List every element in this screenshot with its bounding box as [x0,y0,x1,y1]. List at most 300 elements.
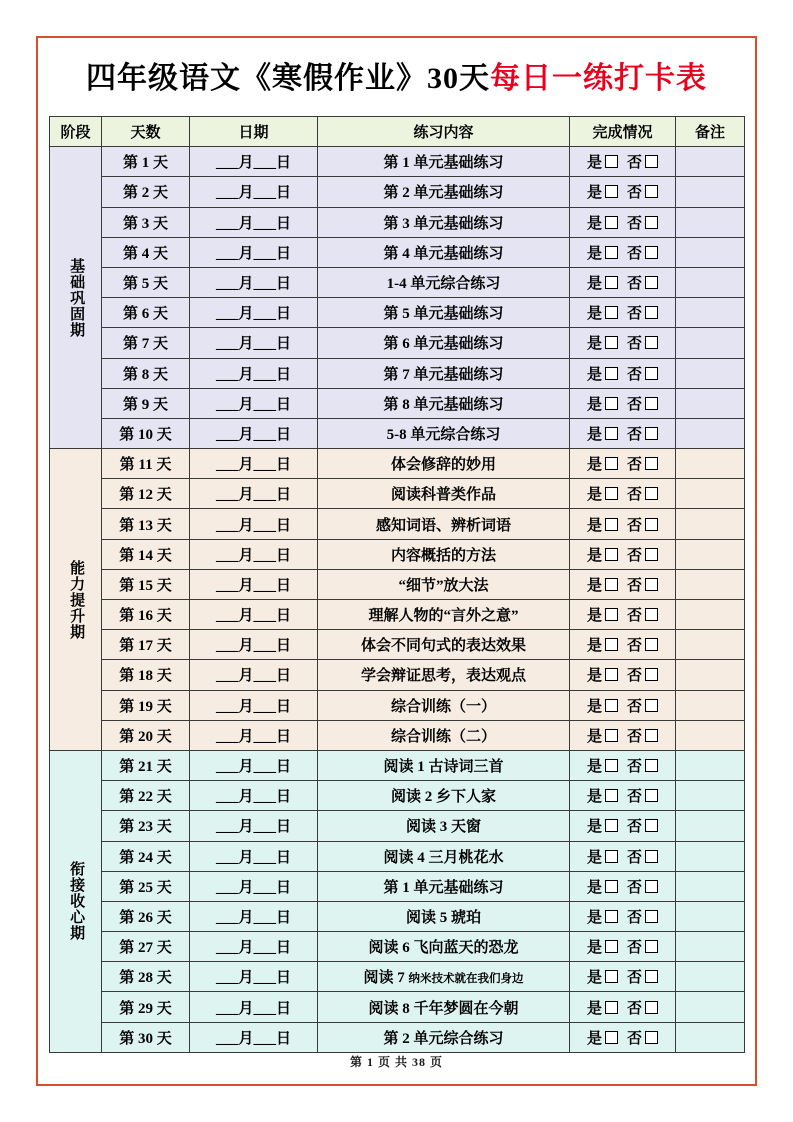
day-cell: 第 19 天 [102,690,190,720]
task-cell: 综合训练（一） [318,690,570,720]
stage-label [50,750,102,1052]
task-cell: 内容概括的方法 [318,539,570,569]
col-day: 天数 [102,117,190,147]
note-cell[interactable] [676,237,745,267]
no-label: 否 [627,517,644,534]
date-field[interactable]: ___月___日 [190,147,318,177]
note-cell[interactable] [676,600,745,630]
yes-checkbox[interactable] [605,336,618,349]
yes-label: 是 [586,547,603,564]
completion-cell[interactable] [570,237,676,267]
task-cell: 综合训练（二） [318,720,570,750]
table-row [50,811,745,841]
table-row [50,690,745,720]
date-field[interactable]: ___月___日 [190,207,318,237]
no-checkbox[interactable] [645,367,658,380]
completion-cell[interactable] [570,750,676,780]
day-cell: 第 2 天 [102,177,190,207]
no-label: 否 [627,396,644,413]
yes-label: 是 [586,970,603,987]
yes-label: 是 [586,426,603,443]
table-row [50,901,745,931]
task-cell: 第 5 单元基础练习 [318,298,570,328]
date-field[interactable]: ___月___日 [190,509,318,539]
day-cell: 第 25 天 [102,871,190,901]
yes-checkbox[interactable] [605,578,618,591]
note-cell[interactable] [676,781,745,811]
col-stage: 阶段 [50,117,102,147]
no-label: 否 [627,1000,644,1017]
no-checkbox[interactable] [645,427,658,440]
completion-cell[interactable] [570,901,676,931]
yes-label: 是 [586,879,603,896]
completion-cell[interactable] [570,298,676,328]
no-label: 否 [627,215,644,232]
completion-cell[interactable] [570,932,676,962]
date-field[interactable]: ___月___日 [190,660,318,690]
yes-label: 是 [586,517,603,534]
completion-cell[interactable] [570,600,676,630]
stage-text: 能力提升期 [68,559,85,640]
day-cell: 第 15 天 [102,569,190,599]
task-cell: 第 1 单元基础练习 [318,147,570,177]
yes-checkbox[interactable] [605,276,618,289]
note-cell[interactable] [676,660,745,690]
no-label: 否 [627,668,644,685]
note-cell[interactable] [676,1022,745,1052]
completion-cell[interactable] [570,811,676,841]
task-cell: 阅读 7 纳米技术就在我们身边 [318,962,570,992]
completion-cell[interactable] [570,449,676,479]
table-row [50,720,745,750]
completion-cell[interactable] [570,418,676,448]
page-footer: 第 1 页 共 38 页 [349,1055,443,1069]
table-row [50,177,745,207]
yes-checkbox[interactable] [605,819,618,832]
yes-checkbox[interactable] [605,608,618,621]
yes-label: 是 [586,336,603,353]
checkin-table [49,116,745,1053]
no-checkbox[interactable] [645,608,658,621]
date-field[interactable]: ___月___日 [190,328,318,358]
yes-checkbox[interactable] [605,1031,618,1044]
note-cell[interactable] [676,992,745,1022]
day-cell: 第 24 天 [102,841,190,871]
task-cell: 5-8 单元综合练习 [318,418,570,448]
no-label: 否 [627,577,644,594]
task-cell: 第 3 单元基础练习 [318,207,570,237]
stage-text: 基础巩固期 [68,257,85,338]
yes-checkbox[interactable] [605,216,618,229]
yes-checkbox[interactable] [605,397,618,410]
table-row [50,750,745,780]
yes-label: 是 [586,306,603,323]
completion-cell[interactable] [570,207,676,237]
day-cell: 第 28 天 [102,962,190,992]
yes-label: 是 [586,396,603,413]
yes-label: 是 [586,487,603,504]
note-cell[interactable] [676,388,745,418]
note-cell[interactable] [676,449,745,479]
yes-label: 是 [586,940,603,957]
task-cell: 第 2 单元基础练习 [318,177,570,207]
yes-checkbox[interactable] [605,940,618,953]
title-plain: 四年级语文《寒假作业》30天 [86,62,490,95]
yes-label: 是 [586,728,603,745]
note-cell[interactable] [676,358,745,388]
table-row [50,449,745,479]
yes-label: 是 [586,245,603,262]
date-field[interactable]: ___月___日 [190,449,318,479]
yes-label: 是 [586,789,603,806]
completion-cell[interactable] [570,177,676,207]
note-cell[interactable] [676,207,745,237]
stage-text: 衔接收心期 [68,861,85,942]
no-checkbox[interactable] [645,336,658,349]
date-field[interactable]: ___月___日 [190,720,318,750]
no-label: 否 [627,698,644,715]
table-row [50,932,745,962]
note-cell[interactable] [676,630,745,660]
yes-checkbox[interactable] [605,1001,618,1014]
yes-checkbox[interactable] [605,246,618,259]
yes-checkbox[interactable] [605,699,618,712]
no-checkbox[interactable] [645,699,658,712]
yes-label: 是 [586,849,603,866]
completion-cell[interactable] [570,569,676,599]
completion-cell[interactable] [570,388,676,418]
no-checkbox[interactable] [645,457,658,470]
task-cell: 体会修辞的妙用 [318,449,570,479]
completion-cell[interactable] [570,781,676,811]
yes-checkbox[interactable] [605,367,618,380]
task-cell: 第 7 单元基础练习 [318,358,570,388]
day-cell: 第 17 天 [102,630,190,660]
task-cell: 学会辩证思考，表达观点 [318,660,570,690]
no-label: 否 [627,759,644,776]
yes-label: 是 [586,819,603,836]
no-checkbox[interactable] [645,789,658,802]
no-checkbox[interactable] [645,578,658,591]
completion-cell[interactable] [570,871,676,901]
day-cell: 第 27 天 [102,932,190,962]
day-cell: 第 30 天 [102,1022,190,1052]
no-label: 否 [627,306,644,323]
note-cell[interactable] [676,690,745,720]
note-cell[interactable] [676,871,745,901]
date-field[interactable]: ___月___日 [190,871,318,901]
title-highlight: 每日一练打卡表 [490,62,707,95]
date-field[interactable]: ___月___日 [190,690,318,720]
yes-label: 是 [586,155,603,172]
completion-cell[interactable] [570,630,676,660]
table-row [50,237,745,267]
yes-checkbox[interactable] [605,518,618,531]
col-task: 练习内容 [318,117,570,147]
yes-label: 是 [586,276,603,293]
completion-cell[interactable] [570,267,676,297]
date-field[interactable]: ___月___日 [190,177,318,207]
date-field[interactable]: ___月___日 [190,600,318,630]
no-label: 否 [627,426,644,443]
note-cell[interactable] [676,267,745,297]
date-field[interactable]: ___月___日 [190,901,318,931]
day-cell: 第 26 天 [102,901,190,931]
table-row [50,358,745,388]
day-cell: 第 6 天 [102,298,190,328]
date-field[interactable]: ___月___日 [190,750,318,780]
date-field[interactable]: ___月___日 [190,992,318,1022]
yes-checkbox[interactable] [605,427,618,440]
day-cell: 第 12 天 [102,479,190,509]
task-cell: 阅读 4 三月桃花水 [318,841,570,871]
col-done: 完成情况 [570,117,676,147]
day-cell: 第 8 天 [102,358,190,388]
date-field[interactable]: ___月___日 [190,781,318,811]
completion-cell[interactable] [570,660,676,690]
yes-checkbox[interactable] [605,638,618,651]
yes-checkbox[interactable] [605,910,618,923]
table-row [50,992,745,1022]
note-cell[interactable] [676,147,745,177]
no-checkbox[interactable] [645,638,658,651]
date-field[interactable]: ___月___日 [190,1022,318,1052]
no-checkbox[interactable] [645,668,658,681]
no-label: 否 [627,155,644,172]
yes-checkbox[interactable] [605,457,618,470]
no-label: 否 [627,638,644,655]
table-row [50,147,745,177]
yes-checkbox[interactable] [605,548,618,561]
day-cell: 第 10 天 [102,418,190,448]
stage-label [50,449,102,751]
day-cell: 第 4 天 [102,237,190,267]
no-checkbox[interactable] [645,940,658,953]
table-row [50,267,745,297]
table-row [50,418,745,448]
no-checkbox[interactable] [645,819,658,832]
date-field[interactable]: ___月___日 [190,630,318,660]
no-label: 否 [627,185,644,202]
yes-checkbox[interactable] [605,668,618,681]
completion-cell[interactable] [570,962,676,992]
task-cell: 阅读科普类作品 [318,479,570,509]
no-checkbox[interactable] [645,155,658,168]
no-label: 否 [627,457,644,474]
date-field[interactable]: ___月___日 [190,539,318,569]
no-checkbox[interactable] [645,487,658,500]
no-checkbox[interactable] [645,306,658,319]
completion-cell[interactable] [570,720,676,750]
completion-cell[interactable] [570,509,676,539]
yes-label: 是 [586,215,603,232]
no-checkbox[interactable] [645,850,658,863]
yes-checkbox[interactable] [605,155,618,168]
table-row [50,328,745,358]
no-checkbox[interactable] [645,1031,658,1044]
date-field[interactable]: ___月___日 [190,388,318,418]
day-cell: 第 22 天 [102,781,190,811]
date-field[interactable]: ___月___日 [190,811,318,841]
yes-label: 是 [586,608,603,625]
header-row [50,117,745,147]
task-cell: 体会不同句式的表达效果 [318,630,570,660]
no-label: 否 [627,1030,644,1047]
completion-cell[interactable] [570,690,676,720]
note-cell[interactable] [676,539,745,569]
note-cell[interactable] [676,177,745,207]
no-label: 否 [627,366,644,383]
no-label: 否 [627,849,644,866]
no-label: 否 [627,970,644,987]
day-cell: 第 9 天 [102,388,190,418]
no-label: 否 [627,909,644,926]
yes-label: 是 [586,638,603,655]
day-cell: 第 14 天 [102,539,190,569]
yes-label: 是 [586,366,603,383]
no-label: 否 [627,245,644,262]
no-checkbox[interactable] [645,397,658,410]
no-checkbox[interactable] [645,1001,658,1014]
no-checkbox[interactable] [645,276,658,289]
note-cell[interactable] [676,720,745,750]
yes-label: 是 [586,577,603,594]
yes-label: 是 [586,909,603,926]
completion-cell[interactable] [570,539,676,569]
no-label: 否 [627,608,644,625]
table-header [50,117,745,147]
day-cell: 第 11 天 [102,449,190,479]
yes-label: 是 [586,457,603,474]
task-cell: 1-4 单元综合练习 [318,267,570,297]
table-row [50,871,745,901]
no-checkbox[interactable] [645,729,658,742]
date-field[interactable]: ___月___日 [190,358,318,388]
task-cell: 阅读 8 千年梦圆在今朝 [318,992,570,1022]
no-checkbox[interactable] [645,185,658,198]
table-row [50,298,745,328]
no-checkbox[interactable] [645,880,658,893]
date-field[interactable]: ___月___日 [190,932,318,962]
date-field[interactable]: ___月___日 [190,237,318,267]
task-cell: 第 2 单元综合练习 [318,1022,570,1052]
task-cell: 阅读 5 琥珀 [318,901,570,931]
day-cell: 第 18 天 [102,660,190,690]
no-label: 否 [627,879,644,896]
table-row [50,660,745,690]
note-cell[interactable] [676,328,745,358]
note-cell[interactable] [676,962,745,992]
note-cell[interactable] [676,932,745,962]
note-cell[interactable] [676,569,745,599]
note-cell[interactable] [676,509,745,539]
date-field[interactable]: ___月___日 [190,479,318,509]
no-label: 否 [627,728,644,745]
yes-label: 是 [586,759,603,776]
yes-checkbox[interactable] [605,850,618,863]
yes-checkbox[interactable] [605,880,618,893]
no-checkbox[interactable] [645,518,658,531]
completion-cell[interactable] [570,147,676,177]
completion-cell[interactable] [570,992,676,1022]
date-field[interactable]: ___月___日 [190,962,318,992]
yes-label: 是 [586,1030,603,1047]
yes-checkbox[interactable] [605,306,618,319]
col-note: 备注 [676,117,745,147]
day-cell: 第 13 天 [102,509,190,539]
yes-label: 是 [586,698,603,715]
completion-cell[interactable] [570,328,676,358]
day-cell: 第 3 天 [102,207,190,237]
date-field[interactable]: ___月___日 [190,841,318,871]
yes-checkbox[interactable] [605,185,618,198]
table-row [50,962,745,992]
yes-checkbox[interactable] [605,970,618,983]
task-cell: 第 6 单元基础练习 [318,328,570,358]
date-field[interactable]: ___月___日 [190,569,318,599]
task-cell: 理解人物的“言外之意” [318,600,570,630]
completion-cell[interactable] [570,1022,676,1052]
table-row [50,630,745,660]
table-row [50,569,745,599]
table-row [50,509,745,539]
task-cell: 阅读 2 乡下人家 [318,781,570,811]
task-cell: 第 8 单元基础练习 [318,388,570,418]
note-cell[interactable] [676,298,745,328]
day-cell: 第 21 天 [102,750,190,780]
no-checkbox[interactable] [645,910,658,923]
completion-cell[interactable] [570,479,676,509]
table-row [50,841,745,871]
title-block [38,38,755,112]
table-row [50,207,745,237]
no-checkbox[interactable] [645,759,658,772]
no-checkbox[interactable] [645,216,658,229]
yes-label: 是 [586,668,603,685]
completion-cell[interactable] [570,358,676,388]
day-cell: 第 29 天 [102,992,190,1022]
no-label: 否 [627,547,644,564]
table-row [50,388,745,418]
day-cell: 第 16 天 [102,600,190,630]
day-cell: 第 20 天 [102,720,190,750]
task-cell: 阅读 6 飞向蓝天的恐龙 [318,932,570,962]
no-label: 否 [627,487,644,504]
note-cell[interactable] [676,901,745,931]
note-cell[interactable] [676,841,745,871]
no-label: 否 [627,789,644,806]
yes-checkbox[interactable] [605,759,618,772]
yes-label: 是 [586,185,603,202]
no-checkbox[interactable] [645,970,658,983]
note-cell[interactable] [676,811,745,841]
note-cell[interactable] [676,479,745,509]
day-cell: 第 7 天 [102,328,190,358]
note-cell[interactable] [676,418,745,448]
day-cell: 第 1 天 [102,147,190,177]
yes-checkbox[interactable] [605,729,618,742]
yes-checkbox[interactable] [605,789,618,802]
completion-cell[interactable] [570,841,676,871]
no-checkbox[interactable] [645,246,658,259]
yes-checkbox[interactable] [605,487,618,500]
no-label: 否 [627,276,644,293]
date-field[interactable]: ___月___日 [190,418,318,448]
no-checkbox[interactable] [645,548,658,561]
note-cell[interactable] [676,750,745,780]
date-field[interactable]: ___月___日 [190,298,318,328]
date-field[interactable]: ___月___日 [190,267,318,297]
